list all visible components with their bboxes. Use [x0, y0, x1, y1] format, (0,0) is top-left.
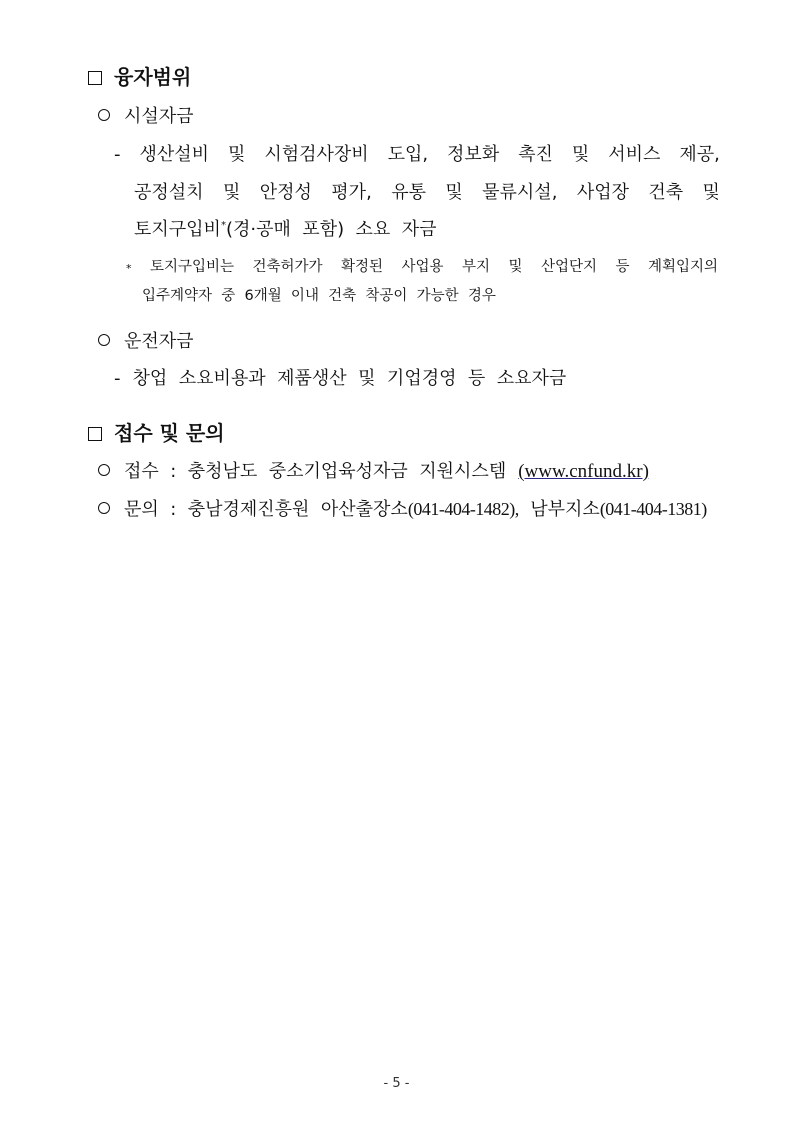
desc-word: 서비스 [608, 144, 661, 165]
dash-bullet: - [114, 368, 121, 389]
page-number: - 5 - [383, 1076, 410, 1091]
note-word: 사업용 [401, 259, 444, 275]
circle-bullet-icon [98, 334, 110, 346]
item-operating-funds [98, 333, 194, 351]
desc-word: 사업장 [576, 182, 629, 203]
note-word: 확정된 [341, 259, 384, 275]
phone-asan: (041-404-1482), [407, 499, 519, 519]
desc-word: 및 [222, 182, 241, 203]
desc-word: 촉진 [518, 144, 553, 165]
website-link[interactable]: (www.cnfund.kr) [518, 461, 649, 482]
item-label: 운전자금 [124, 331, 194, 352]
section-title-financing-scope [88, 67, 191, 87]
desc-word: 도입, [387, 144, 429, 165]
item-facility-funds [98, 108, 194, 126]
reception-text: 접수 : 충청남도 중소기업육성자금 지원시스템 [124, 461, 507, 482]
facility-desc-line-2 [134, 184, 720, 202]
desc-word: 유통 [391, 182, 426, 203]
operating-desc-line [114, 370, 566, 388]
section-title-application-inquiry [88, 423, 225, 443]
desc-word: 및 [571, 144, 590, 165]
note-word: 및 [508, 259, 523, 275]
item-label: 시설자금 [124, 106, 194, 127]
desc-word: 및 [227, 144, 246, 165]
note-word: 부지 [462, 259, 491, 275]
desc-word: 및 [445, 182, 463, 203]
section-title-text: 접수 및 문의 [114, 421, 225, 445]
section-title-text: 융자범위 [114, 65, 192, 89]
desc-word: 정보화 [447, 144, 500, 165]
phone-south: (041-404-1381) [599, 499, 707, 519]
circle-bullet-icon [98, 109, 110, 121]
note-word: 건축허가가 [252, 259, 323, 275]
desc-remainder: (경·공매 포함) 소요 자금 [225, 219, 437, 240]
facility-desc-line-1 [114, 146, 720, 164]
desc-word: 건축 [648, 182, 684, 203]
circle-bullet-icon [98, 464, 110, 476]
note-word: 산업단지 [540, 259, 597, 275]
item-reception [98, 462, 649, 481]
footnote-line-2: 입주계약자 중 6개월 이내 건축 착공이 가능한 경우 [142, 288, 496, 304]
desc-land-purchase: 토지구입비 [134, 219, 221, 240]
inquiry-prefix: 문의 : 충남경제진흥원 아산출장소 [124, 499, 408, 520]
footnote-line-1 [126, 260, 718, 275]
desc-word: 및 [702, 182, 720, 203]
dash-bullet: - [114, 144, 121, 165]
item-inquiry [98, 500, 707, 519]
footnote-marker: * [220, 220, 226, 231]
facility-desc-line-3 [134, 221, 437, 239]
desc-word: 안정성 [259, 182, 312, 203]
operating-desc: 창업 소요비용과 제품생산 및 기업경영 등 소요자금 [132, 368, 567, 389]
footnote-asterisk: * [126, 262, 132, 275]
desc-word: 물류시설, [482, 182, 558, 203]
desc-word: 생산설비 [139, 144, 210, 165]
note-word: 토지구입비는 [149, 259, 235, 275]
desc-word: 공정설치 [134, 182, 204, 203]
square-bullet-icon [88, 427, 102, 441]
circle-bullet-icon [98, 502, 110, 514]
desc-word: 제공, [679, 144, 720, 165]
inquiry-mid: 남부지소 [518, 499, 600, 520]
note-word: 등 [615, 259, 630, 275]
square-bullet-icon [88, 71, 102, 85]
note-word: 계획입지의 [647, 259, 718, 275]
desc-word: 평가, [331, 182, 372, 203]
desc-word: 시험검사장비 [264, 144, 369, 165]
